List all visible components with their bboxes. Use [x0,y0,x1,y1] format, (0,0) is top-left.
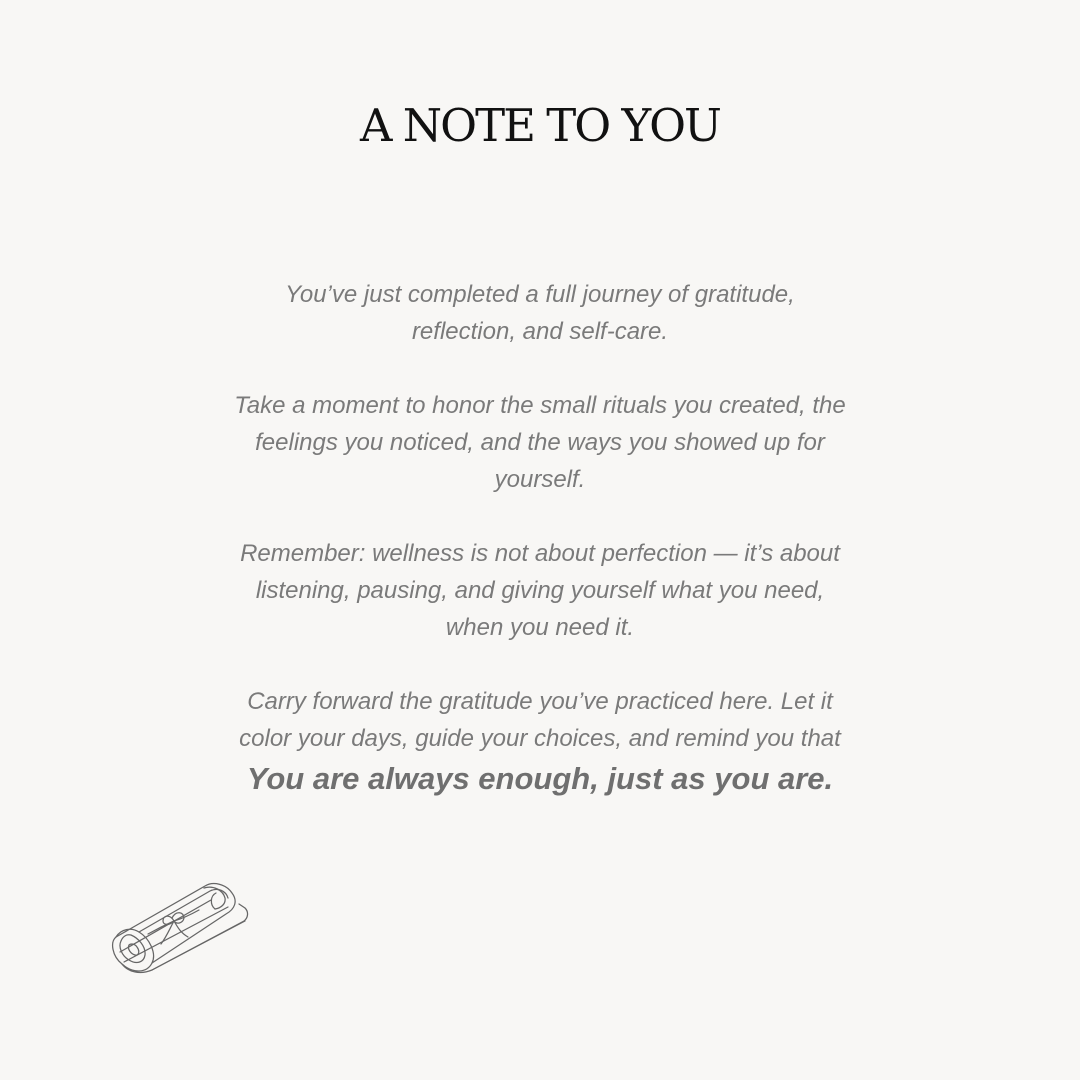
paragraph-line: Take a moment to honor the small rituals you created, the [234,392,846,419]
page-title: A NOTE TO YOU [360,99,720,152]
rolled-scroll-icon [102,876,252,981]
paragraph-wellness-reminder [180,535,900,646]
paragraph-carry-forward [180,683,900,802]
paragraph-completed-journey [180,276,900,350]
enough-affirmation: You are always enough, just as you are. [246,761,834,796]
paragraph-line: listening, pausing, and giving yourself what you need, [255,577,825,604]
paragraph-line: when you need it. [445,614,635,641]
paragraph-line: feelings you noticed, and the ways you showed up for [255,429,825,456]
paragraph-line: yourself. [494,466,586,493]
paragraph-line: reflection, and self-care. [411,318,669,345]
paragraph-line: Carry forward the gratitude you’ve practiced here. Let it [247,688,833,715]
paragraph-line: Remember: wellness is not about perfection — it’s about [240,540,840,567]
paragraph-line: You’ve just completed a full journey of gratitude, [285,281,795,308]
paragraph-line: color your days, guide your choices, and remind you that [239,725,841,752]
paragraph-honor-rituals [180,387,900,498]
note-body [180,276,900,802]
